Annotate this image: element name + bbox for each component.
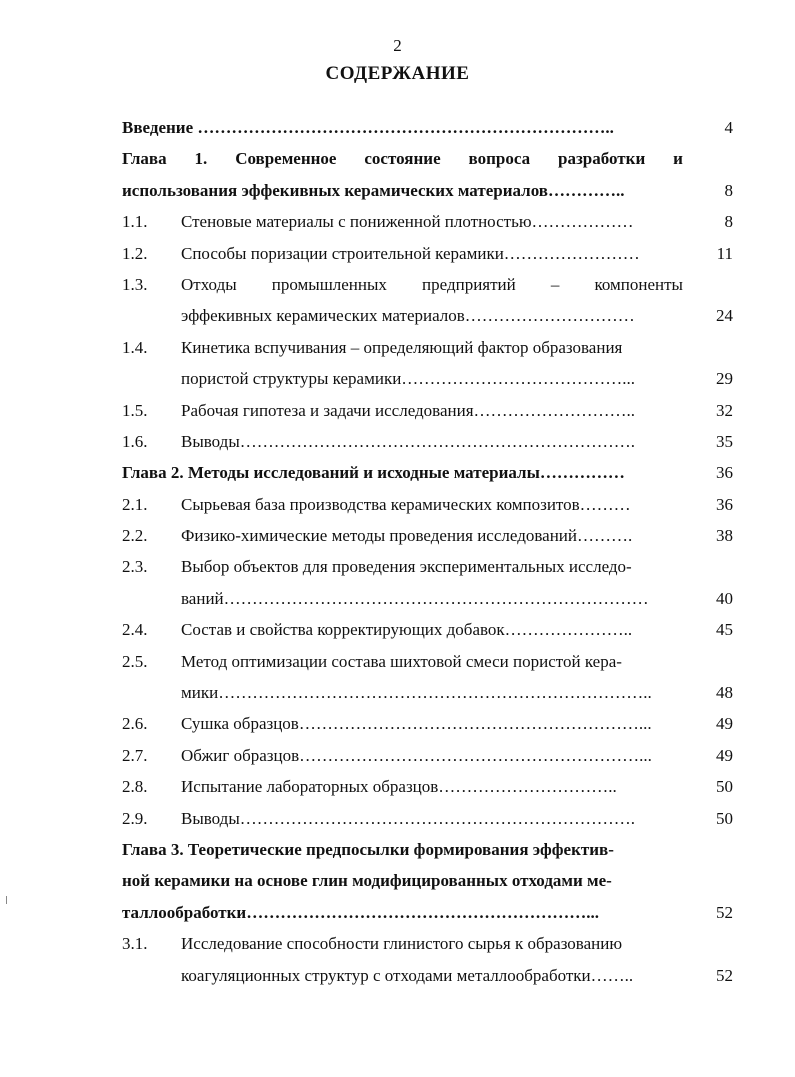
toc-word: предприятий (422, 274, 516, 294)
toc-word: 1. (194, 149, 208, 169)
toc-entry-text: ваний………………………………………………………………… (181, 588, 649, 608)
toc-section-number: 1.5. (122, 400, 148, 420)
toc-entry-text: Физико-химические методы проведения исследований………. (181, 526, 633, 546)
toc-word: компоненты (594, 274, 683, 294)
toc-entry-text (181, 269, 683, 300)
toc-entry-text: коагуляционных структур с отходами металлообработки…….. (181, 965, 634, 985)
toc-entry (122, 457, 733, 488)
toc-entry-text: Глава 3. Теоретические предпосылки формирования эффектив- (122, 839, 614, 859)
toc-section-number: 2.2. (122, 526, 148, 546)
toc-word: – (550, 274, 560, 294)
page-title: СОДЕРЖАНИЕ (325, 63, 470, 84)
toc-section-number: 1.3. (122, 274, 148, 294)
toc-entry-text: ной керамики на основе глин модифицированных отходами ме- (122, 871, 612, 891)
margin-mark (6, 896, 7, 904)
toc-entry-text: Выбор объектов для проведения экспериментальных исследо- (181, 557, 632, 577)
toc-entry (122, 175, 733, 206)
toc-entry-text: Испытание лабораторных образцов………………………….. (181, 777, 617, 797)
toc-entry (122, 112, 733, 143)
toc-entry (122, 395, 733, 426)
toc-entry (122, 206, 733, 237)
toc-section-number: 2.1. (122, 494, 148, 514)
toc-entry (122, 269, 733, 300)
toc-entry-text: Выводы……………………………………………………………. (181, 808, 636, 828)
toc-entry (122, 928, 733, 959)
toc-entry (122, 143, 733, 174)
toc-entry (122, 426, 733, 457)
toc-entry-text: Кинетика вспучивания – определяющий фактор образования (181, 337, 623, 357)
toc-entry-text: Обжиг образцов……………………………………………………... (181, 745, 652, 765)
toc-entry-text: пористой структуры керамики…………………………………... (181, 369, 636, 389)
toc-entry-text: Сырьевая база производства керамических композитов……… (181, 494, 631, 514)
toc-section-number: 2.4. (122, 620, 148, 640)
toc-entry-text: Состав и свойства корректирующих добавок………………….. (181, 620, 633, 640)
toc-entry (122, 865, 733, 896)
toc-section-number: 1.2. (122, 243, 148, 263)
toc-entry (122, 646, 733, 677)
toc-entry-text: мики………………………………………………………………….. (181, 683, 652, 703)
toc-page-number: 48 (716, 683, 733, 703)
toc-page-number: 50 (716, 777, 733, 797)
toc-entry-text: Метод оптимизации состава шихтовой смеси пористой кера- (181, 651, 622, 671)
toc-section-number: 2.5. (122, 651, 148, 671)
toc-entry (122, 363, 733, 394)
toc-page-number: 35 (716, 431, 733, 451)
toc-page-number: 36 (716, 494, 733, 514)
toc-word: вопроса (468, 149, 531, 169)
toc-entry-text: Исследование способности глинистого сырья к образованию (181, 934, 623, 954)
toc-page-number: 29 (716, 369, 733, 389)
toc-entry (122, 771, 733, 802)
toc-page-number: 8 (724, 212, 733, 232)
table-of-contents (122, 112, 733, 991)
toc-entry-text: Выводы……………………………………………………………. (181, 431, 636, 451)
toc-entry-text: Введение ……………………………………………………………….. (122, 118, 614, 137)
toc-entry (122, 583, 733, 614)
toc-entry (122, 803, 733, 834)
toc-page-number: 11 (716, 243, 733, 263)
toc-section-number: 1.1. (122, 212, 148, 232)
toc-entry (122, 551, 733, 582)
toc-word: состояние (364, 149, 441, 169)
page-number: 2 (393, 36, 402, 55)
toc-entry (122, 834, 733, 865)
toc-section-number: 2.8. (122, 777, 148, 797)
toc-entry (122, 520, 733, 551)
toc-entry (122, 300, 733, 331)
toc-section-number: 3.1. (122, 934, 148, 954)
toc-entry (122, 897, 733, 928)
toc-page-number: 8 (724, 180, 733, 200)
toc-entry (122, 332, 733, 363)
toc-word: промышленных (271, 274, 387, 294)
toc-section-number: 2.7. (122, 745, 148, 765)
toc-entry-text: таллообработки……………………………………………………... (122, 902, 599, 922)
toc-entry-text: Глава 2. Методы исследований и исходные материалы…………… (122, 463, 625, 483)
toc-page-number: 45 (716, 620, 733, 640)
toc-page-number: 49 (716, 745, 733, 765)
toc-page-number: 32 (716, 400, 733, 420)
toc-entry-text: Сушка образцов……………………………………………………... (181, 714, 652, 734)
toc-page-number: 24 (716, 306, 733, 326)
toc-section-number: 2.3. (122, 557, 148, 577)
toc-section-number: 2.6. (122, 714, 148, 734)
toc-entry (122, 489, 733, 520)
toc-page-number: 50 (716, 808, 733, 828)
toc-entry-text: Рабочая гипотеза и задачи исследования……………………….. (181, 400, 636, 420)
toc-section-number: 1.6. (122, 431, 148, 451)
toc-entry (122, 238, 733, 269)
toc-page-number: 49 (716, 714, 733, 734)
toc-page-number: 4 (724, 118, 733, 137)
toc-entry (122, 708, 733, 739)
toc-word: Глава (122, 149, 167, 169)
toc-page-number: 40 (716, 588, 733, 608)
toc-page-number: 52 (716, 965, 733, 985)
toc-entry-text: эффекивных керамических материалов………………………… (181, 306, 635, 326)
toc-entry-text (122, 143, 683, 174)
toc-entry (122, 614, 733, 645)
toc-entry-text: Способы поризации строительной керамики…………………… (181, 243, 640, 263)
toc-entry (122, 960, 733, 991)
toc-entry (122, 740, 733, 771)
toc-entry-text: использования эффекивных керамических материалов………….. (122, 180, 625, 200)
toc-word: разработки (558, 149, 646, 169)
toc-page-number: 36 (716, 463, 733, 483)
toc-word: Отходы (181, 274, 237, 294)
toc-page-number: 52 (716, 902, 733, 922)
toc-word: и (673, 149, 683, 169)
toc-section-number: 2.9. (122, 808, 148, 828)
toc-entry (122, 677, 733, 708)
toc-page-number: 38 (716, 526, 733, 546)
toc-word: Современное (235, 149, 337, 169)
toc-entry-text: Стеновые материалы с пониженной плотностью……………… (181, 212, 634, 232)
toc-section-number: 1.4. (122, 337, 148, 357)
